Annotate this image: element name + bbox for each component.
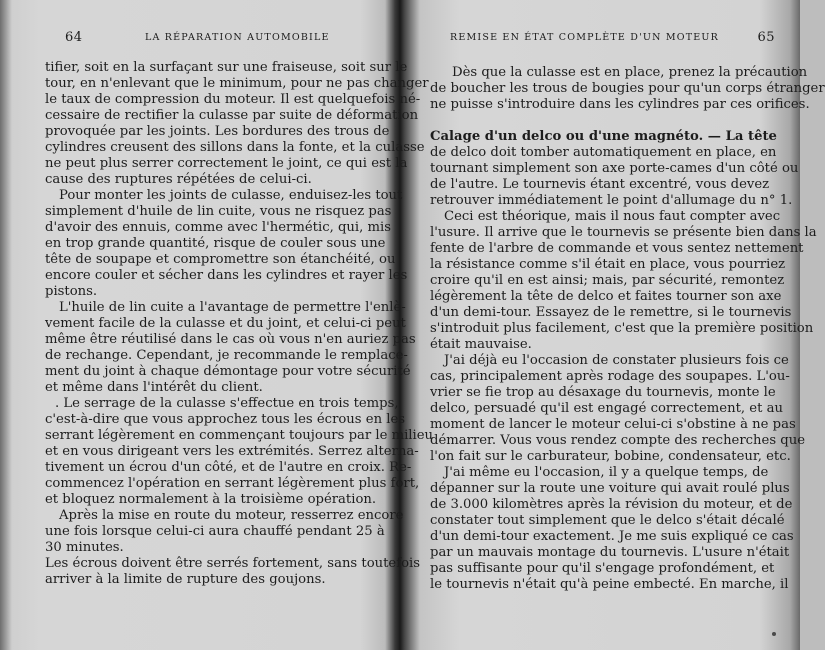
text-line: tifier, soit en la surfaçant sur une fraiseuse, soit sur le (45, 60, 408, 75)
text-line: cas, principalement après rodage des soupapes. L'ou- (430, 369, 790, 384)
text-line: Calage d'un delco ou d'une magnéto. — La tête (430, 129, 777, 144)
running-head: REMISE EN ÉTAT COMPLÈTE D'UN MOTEUR (450, 32, 719, 43)
text-line: vrier se fie trop au désaxage du tournevis, monte le (430, 385, 776, 400)
text-line: l'on fait sur le carburateur, bobine, condensateur, etc. (430, 449, 791, 464)
text-line: c'est-à-dire que vous approchez tous les écrous en les (45, 412, 406, 427)
text-line: de delco doit tomber automatiquement en place, en (430, 145, 777, 160)
text-line: Pour monter les joints de culasse, enduisez-les tout (59, 188, 403, 203)
text-line: le tournevis n'était qu'à peine embecté. En marche, il (430, 577, 789, 592)
text-line: même être réutilisé dans le cas où vous n'en auriez pas (45, 332, 416, 347)
text-line: de l'autre. Le tournevis étant excentré, vous devez (430, 177, 770, 192)
page-number: 64 (65, 30, 83, 45)
text-line: tête de soupape et compromettre son étanchéité, ou (45, 252, 396, 267)
text-line: cause des ruptures répétées de celui-ci. (45, 172, 312, 187)
text-line: fente de l'arbre de commande et vous sentez nettement (430, 241, 804, 256)
text-line: d'un demi-tour exactement. Je me suis expliqué ce cas (430, 529, 794, 544)
text-line: Après la mise en route du moteur, resserrez encore (59, 508, 404, 523)
text-line: ne peut plus serrer correctement le joint, ce qui est la (45, 156, 408, 171)
page-mark (772, 632, 776, 636)
text-line: ment du joint à chaque démontage pour votre sécurité (45, 364, 411, 379)
right-page-header (430, 30, 775, 48)
text-line: d'avoir des ennuis, comme avec l'hermétic, qui, mis (45, 220, 391, 235)
text-line: pistons. (45, 284, 98, 299)
text-line: le taux de compression du moteur. Il est quelquefois né- (45, 92, 421, 107)
text-line: retrouver immédiatement le point d'allumage du n° 1. (430, 193, 793, 208)
text-line: dépanner sur la route une voiture qui avait roulé plus (430, 481, 790, 496)
left-page (45, 0, 434, 650)
text-line: J'ai même eu l'occasion, il y a quelque temps, de (444, 465, 769, 480)
text-line: 30 minutes. (45, 540, 124, 555)
text-line: en trop grande quantité, risque de couler sous une (45, 236, 386, 251)
text-line: ne puisse s'introduire dans les cylindres par ces orifices. (430, 97, 810, 112)
text-line: une fois lorsque celui-ci aura chauffé pendant 25 à (45, 524, 385, 539)
text-line: tour, en n'enlevant que le minimum, pour ne pas changer (45, 76, 429, 91)
text-line: et bloquez normalement à la troisième opération. (45, 492, 377, 507)
text-line: arriver à la limite de rupture des goujons. (45, 572, 326, 587)
text-line: Ceci est théorique, mais il nous faut compter avec (444, 209, 781, 224)
text-line: Les écrous doivent être serrés fortement, sans toutefois (45, 556, 421, 571)
text-line: tournant simplement son axe porte-cames d'un côté ou (430, 161, 799, 176)
text-line: légèrement la tête de delco et faites tourner son axe (430, 289, 782, 304)
text-line: de boucher les trous de bougies pour qu'un corps étranger (430, 81, 825, 96)
text-line: moment de lancer le moteur celui-ci s'obstine à ne pas (430, 417, 796, 432)
text-line: de 3.000 kilomètres après la révision du moteur, et de (430, 497, 793, 512)
text-line: simplement d'huile de lin cuite, vous ne risquez pas (45, 204, 392, 219)
text-line: croire qu'il en est ainsi; mais, par sécurité, remontez (430, 273, 785, 288)
text-line: de rechange. Cependant, je recommande le remplace- (45, 348, 408, 363)
text-line: tivement un écrou d'un côté, et de l'autre en croix. Re- (45, 460, 412, 475)
text-line: . Le serrage de la culasse s'effectue en trois temps, (55, 396, 399, 411)
text-line: delco, persuadé qu'il est engagé correctement, et au (430, 401, 783, 416)
text-line: cylindres creusent des sillons dans la fonte, et la culasse (45, 140, 425, 155)
text-line: vement facile de la culasse et du joint, et celui-ci peut (45, 316, 406, 331)
text-line: J'ai déjà eu l'occasion de constater plusieurs fois ce (444, 353, 789, 368)
left-page-header (45, 30, 390, 48)
text-line: l'usure. Il arrive que le tournevis se présente bien dans la (430, 225, 817, 240)
text-line: démarrer. Vous vous rendez compte des recherches que (430, 433, 806, 448)
text-line: commencez l'opération en serrant légèrement plus fort, (45, 476, 420, 491)
text-line: Dès que la culasse est en place, prenez la précaution (452, 65, 808, 80)
text-line: provoquée par les joints. Les bordures des trous de (45, 124, 390, 139)
text-line: s'introduit plus facilement, c'est que la première position (430, 321, 814, 336)
text-line: pas suffisante pour qu'il s'engage profondément, et (430, 561, 775, 576)
text-line: encore couler et sécher dans les cylindres et rayer les (45, 268, 408, 283)
text-line: la résistance comme s'il était en place, vous pourriez (430, 257, 786, 272)
text-line: d'un demi-tour. Essayez de le remettre, si le tournevis (430, 305, 792, 320)
text-line: et même dans l'intérêt du client. (45, 380, 263, 395)
text-line: était mauvaise. (430, 337, 532, 352)
text-line: par un mauvais montage du tournevis. L'usure n'était (430, 545, 790, 560)
running-head: LA RÉPARATION AUTOMOBILE (145, 32, 330, 43)
text-line: L'huile de lin cuite a l'avantage de permettre l'enlè- (59, 300, 406, 315)
text-line: constater tout simplement que le delco s'était décalé (430, 513, 785, 528)
page-number: 65 (757, 30, 775, 45)
text-line: cessaire de rectifier la culasse par suite de déformation (45, 108, 419, 123)
right-page (430, 0, 825, 650)
text-line: et en vous dirigeant vers les extrémités. Serrez alterna- (45, 444, 419, 459)
text-line: serrant légèrement en commençant toujours par le milieu (45, 428, 434, 443)
